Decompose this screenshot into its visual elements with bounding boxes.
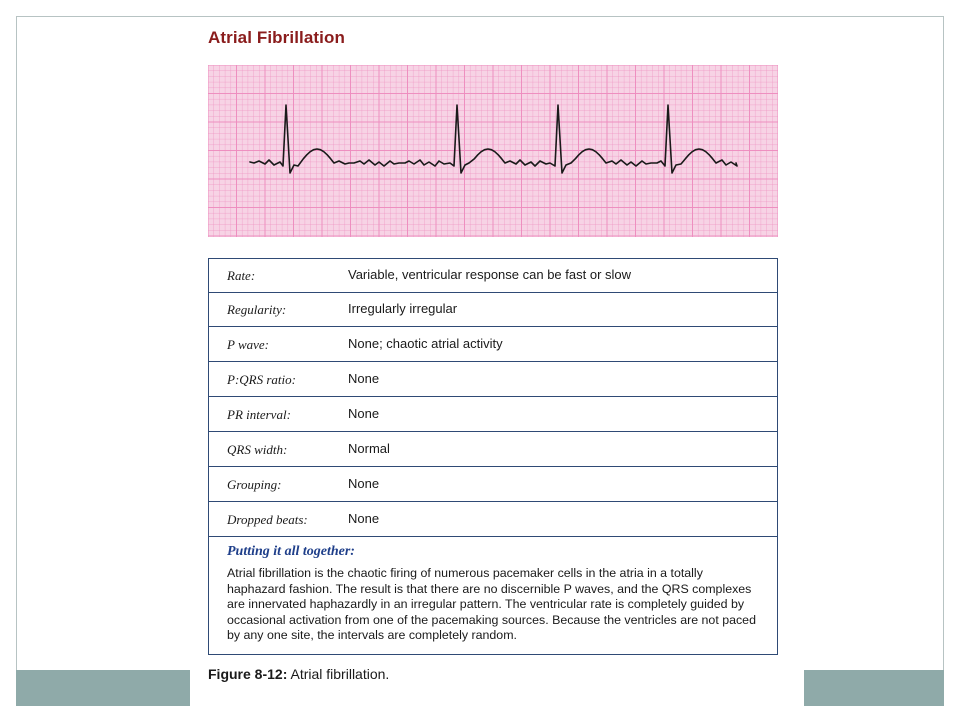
- ecg-strip: [208, 65, 778, 237]
- row-value: None: [348, 511, 380, 526]
- row-label: P:QRS ratio:: [227, 372, 296, 387]
- figure-caption: [208, 666, 389, 682]
- row-label: Rate:: [227, 268, 256, 283]
- table-row-qrs-width: [209, 433, 777, 467]
- table-row-p-wave: [209, 328, 777, 362]
- row-value: None: [348, 406, 380, 421]
- row-value: None: [348, 476, 380, 491]
- row-value: Normal: [348, 441, 390, 456]
- rhythm-criteria-table: [208, 258, 778, 655]
- summary-text: Atrial fibrillation is the chaotic firing of numerous pacemaker cells in the atria in a totally haphazard fashion. The result is that there are no discernible P waves, and the QRS complexes are innervated haphazardly in an irregular pattern. The ventricular rate is completely guided by occasional activation from one of the pacemaking sources. Because the ventricles are not paced by any one site, the intervals are completely random.: [227, 566, 756, 642]
- table-row-pr-interval: [209, 398, 777, 432]
- row-label: QRS width:: [227, 442, 288, 457]
- table-row-rate: [209, 259, 777, 293]
- page-title: Atrial Fibrillation: [208, 28, 345, 47]
- table-row-grouping: [209, 468, 777, 502]
- row-label: Regularity:: [227, 302, 287, 317]
- table-row-dropped-beats: [209, 503, 777, 537]
- ecg-rhythm-strip: [208, 65, 778, 237]
- row-label: PR interval:: [227, 407, 291, 422]
- textbook-page: [190, 18, 804, 706]
- row-value: None; chaotic atrial activity: [348, 336, 503, 351]
- row-label: Grouping:: [227, 477, 282, 492]
- figure-label: Figure 8-12:: [208, 666, 288, 682]
- summary-title: Putting it all together:: [227, 544, 355, 559]
- summary-section: [227, 544, 763, 644]
- row-value: Irregularly irregular: [348, 301, 458, 316]
- figure-caption-text: Atrial fibrillation.: [290, 666, 390, 682]
- table-row-regularity: [209, 293, 777, 327]
- table-row-p-qrs-ratio: [209, 363, 777, 397]
- row-value: Variable, ventricular response can be fast or slow: [348, 267, 632, 282]
- row-label: Dropped beats:: [227, 512, 308, 527]
- row-label: P wave:: [227, 337, 269, 352]
- row-value: None: [348, 371, 380, 386]
